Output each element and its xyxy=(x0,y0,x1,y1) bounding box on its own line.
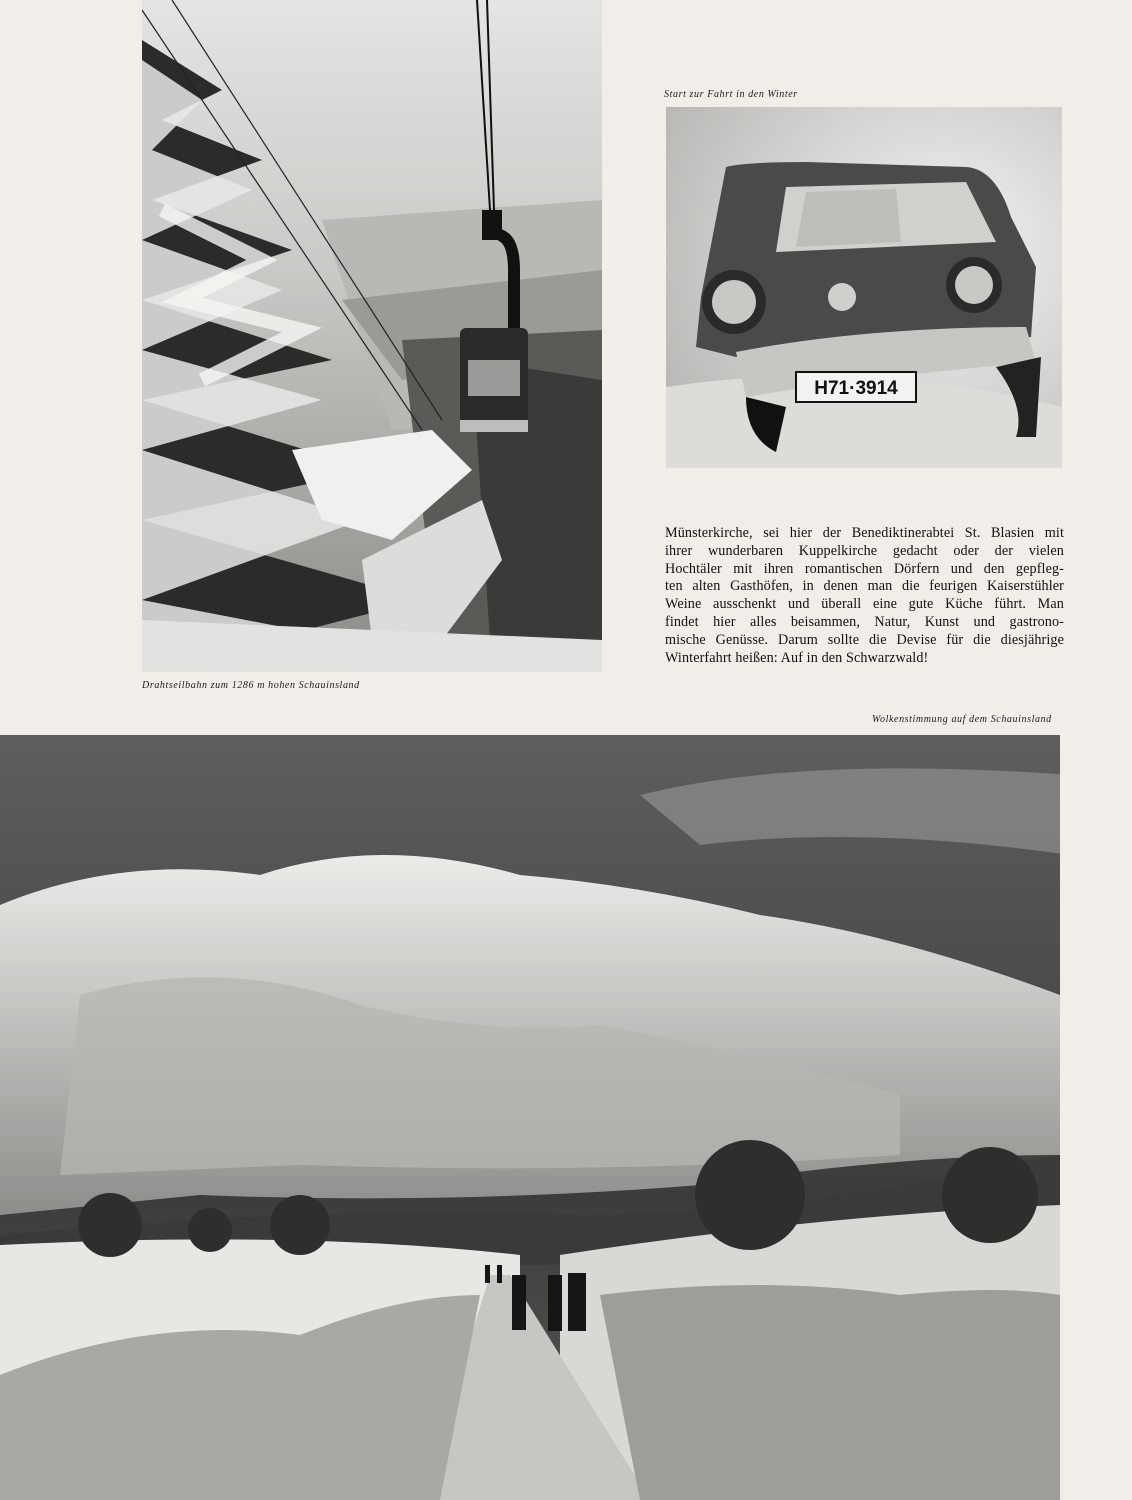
body-line: ihrer wunderbaren Kuppelkirche gedacht oder der vielen xyxy=(665,542,1064,559)
article-body xyxy=(665,525,1064,667)
cable-car-photo xyxy=(142,0,602,672)
body-line: Winterfahrt heißen: Auf in den Schwarzwald! xyxy=(665,649,929,666)
body-line: Weine ausschenkt und überall eine gute Küche führt. Man xyxy=(665,596,1064,613)
body-line: Hochtäler mit ihren romantischen Dörfern und den gepfleg- xyxy=(665,560,1064,577)
license-plate: H71·3914 xyxy=(814,378,898,399)
body-line: ten alten Gasthöfen, in denen man die feurigen Kaiserstühler xyxy=(665,578,1064,595)
car-caption: Start zur Fahrt in den Winter xyxy=(664,89,798,100)
body-line: Münsterkirche, sei hier der Benediktinerabtei St. Blasien mit xyxy=(665,525,1064,541)
cable-car-caption: Drahtseilbahn zum 1286 m hohen Schauinsland xyxy=(142,680,360,691)
body-line: findet hier alles beisammen, Natur, Kunst und gastrono- xyxy=(665,613,1064,630)
car-photo xyxy=(666,107,1062,468)
landscape-photo xyxy=(0,735,1132,1500)
body-line: mische Genüsse. Darum sollte die Devise für die diesjährige xyxy=(665,631,1064,648)
landscape-caption: Wolkenstimmung auf dem Schauinsland xyxy=(872,714,1052,725)
